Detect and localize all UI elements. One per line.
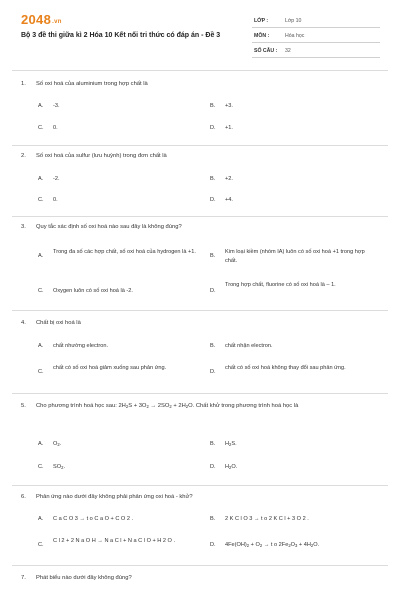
divider [12, 393, 388, 394]
page-title: Bộ 3 đề thi giữa kì 2 Hóa 10 Kết nối tri thức có đáp án - Đề 3 [21, 32, 221, 39]
logo-suffix: .vn [52, 19, 62, 25]
divider [12, 485, 388, 486]
divider [12, 565, 388, 566]
document-header [0, 0, 400, 62]
meta-grade: LỚP : Lớp 10 [252, 15, 380, 28]
divider [12, 216, 388, 217]
meta-subject: MÔN : Hóa học [252, 30, 380, 43]
divider [12, 70, 388, 71]
logo-text: 2048 [21, 12, 52, 27]
site-logo[interactable] [21, 12, 62, 27]
divider [12, 145, 388, 146]
meta-question-count: SỐ CÂU : 32 [252, 45, 380, 58]
divider [12, 310, 388, 311]
